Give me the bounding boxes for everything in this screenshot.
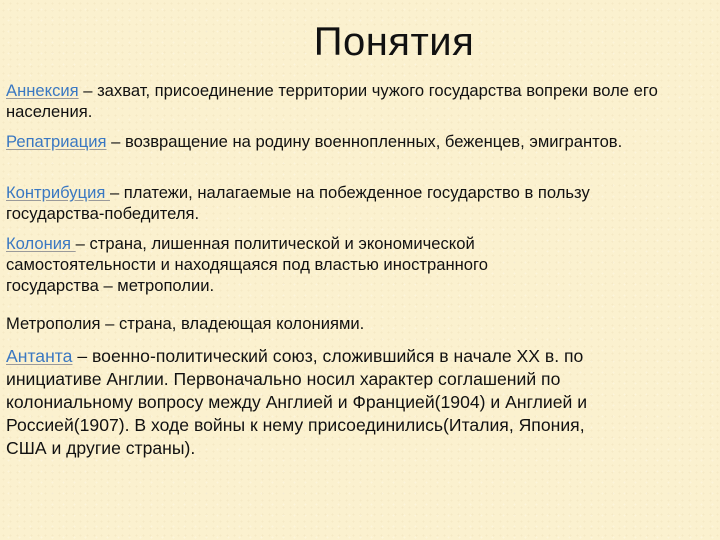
definition-metropolis: [6, 313, 706, 334]
definition-annexation: [6, 80, 696, 122]
definition-text: Метрополия – страна, владеющая колониями.: [6, 314, 365, 333]
definition-colony: [6, 233, 551, 296]
definition-text: – захват, присоединение территории чужого государства вопреки воле его населения.: [6, 81, 658, 121]
page-title: Понятия: [313, 20, 475, 64]
term-colony: Колония: [6, 234, 76, 253]
term-annexation: Аннексия: [6, 81, 79, 100]
definition-text: – платежи, налагаемые на побежденное государство в пользу государства-победителя.: [6, 183, 590, 223]
definition-text: – военно-политический союз, сложившийся в начале XX в. по инициативе Англии. Первоначально носил характер соглашений по колониальному вопросу между Англией и Францией(1904) и Англией и Россией(1907). В ходе войны к нему присоединились(Италия, Япония, США и другие страны).: [6, 346, 588, 458]
term-contribution: Контрибуция: [6, 183, 110, 202]
definition-repatriation: [6, 131, 706, 152]
definition-entente: [6, 345, 616, 460]
definition-text: – возвращение на родину военнопленных, беженцев, эмигрантов.: [106, 132, 623, 151]
term-entente: Антанта: [6, 346, 73, 366]
definition-contribution: [6, 182, 596, 224]
term-repatriation: Репатриация: [6, 132, 107, 151]
definition-text: – страна, лишенная политической и экономической самостоятельности и находящаяся под властью иностранного государства – метрополии.: [6, 234, 488, 295]
